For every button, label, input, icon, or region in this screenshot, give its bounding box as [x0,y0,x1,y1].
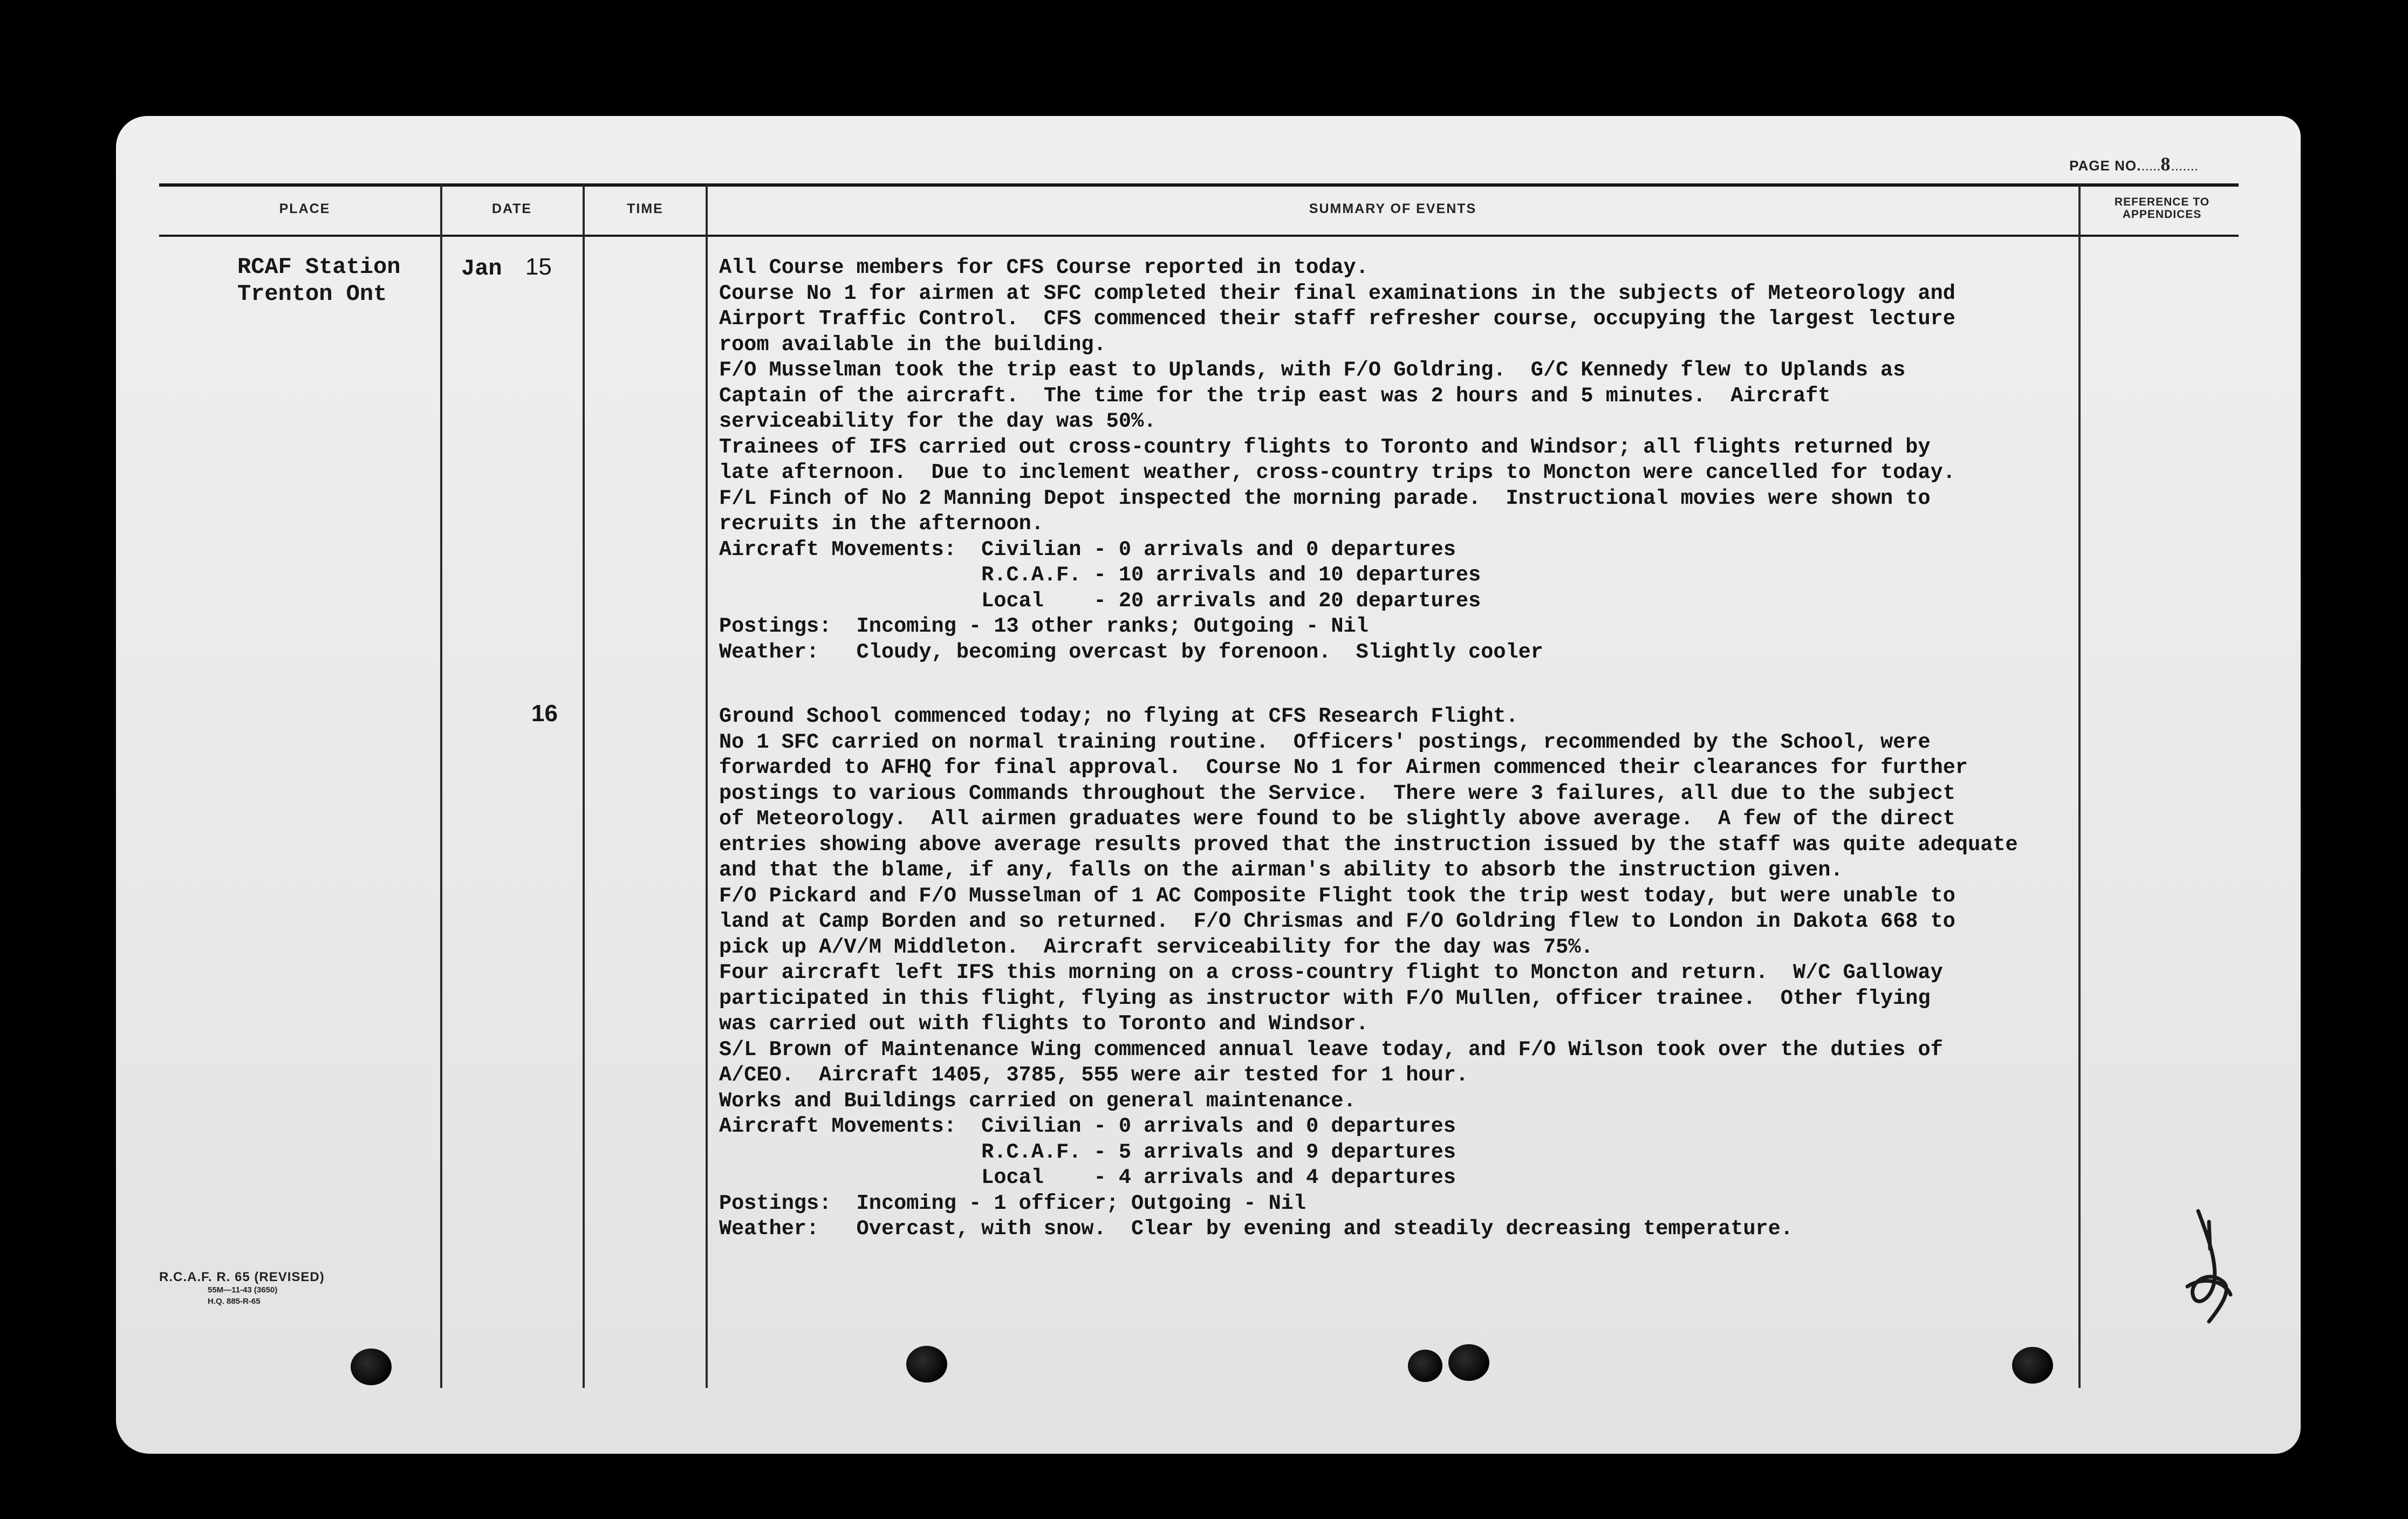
summary-line: recruits in the afternoon. [719,512,1044,536]
column-rule-date [583,185,585,1388]
summary-line: pick up A/V/M Middleton. Aircraft serviceability for the day was 75%. [719,935,1593,959]
column-rule-place [440,185,442,1388]
form-reference [159,1270,325,1307]
page-number: PAGE NO......8....... [2069,153,2198,175]
column-header-place: PLACE [279,201,331,216]
summary-line: entries showing above average results proved that the instruction issued by the staff was quite adequate [719,832,2018,857]
date-month: Jan [461,256,502,282]
summary-line: Local - 20 arrivals and 20 departures [719,589,1481,613]
summary-line: forwarded to AFHQ for final approval. Course No 1 for Airmen commenced their clearances for further [719,756,1968,779]
header-top-rule [159,183,2239,187]
place-entry [237,254,400,307]
summary-line: Ground School commenced today; no flying at CFS Research Flight. [719,704,1518,728]
summary-line: No 1 SFC carried on normal training routine. Officers' postings, recommended by the School, were [719,730,1931,754]
summary-line: R.C.A.F. - 10 arrivals and 10 departures [719,563,1481,587]
summary-line: A/CEO. Aircraft 1405, 3785, 555 were air tested for 1 hour. [719,1063,1469,1087]
date-entry-16 [531,700,558,729]
summary-line: land at Camp Borden and so returned. F/O Chrismas and F/O Goldring flew to London in Dakota 668 to [719,909,1955,933]
diary-form-card [116,116,2301,1454]
form-number: R.C.A.F. R. 65 (REVISED) [159,1270,325,1284]
summary-line: Trainees of IFS carried out cross-country flights to Toronto and Windsor; all flights returned by [719,435,1931,459]
date-day-15: 15 [525,254,552,280]
binder-hole-5 [2012,1347,2053,1384]
summary-line: room available in the building. [719,332,1106,357]
date-entry-jan-15 [461,254,552,282]
summary-line: Postings: Incoming - 1 officer; Outgoing - Nil [719,1191,1306,1215]
handwritten-initial-mark [2177,1200,2241,1340]
summary-line: late afternoon. Due to inclement weather, cross-country trips to Moncton were cancelled for today. [719,461,1955,484]
summary-line: Weather: Overcast, with snow. Clear by evening and steadily decreasing temperature. [719,1217,1793,1241]
column-rule-time [706,185,708,1388]
column-header-time: TIME [627,201,663,216]
page-number-value: 8 [2160,153,2171,175]
column-rule-summary [2078,185,2081,1388]
place-line-2: Trenton Ont [237,281,387,307]
binder-hole-1 [351,1349,392,1385]
summary-line: F/O Pickard and F/O Musselman of 1 AC Composite Flight took the trip west today, but were unable to [719,884,1955,908]
summary-entry-jan-15 [719,255,1955,665]
header-bottom-rule [159,235,2239,237]
summary-line: Airport Traffic Control. CFS commenced their staff refresher course, occupying the largest lecture [719,307,1955,331]
summary-line: Four aircraft left IFS this morning on a cross-country flight to Moncton and return. W/C Galloway [719,961,1943,984]
form-print-code: 55M—11-43 (3650) [208,1285,278,1295]
binder-hole-4 [1448,1344,1489,1381]
column-header-summary: SUMMARY OF EVENTS [1309,201,1477,216]
summary-line: Course No 1 for airmen at SFC completed their final examinations in the subjects of Meteorology and [719,281,1955,305]
column-header-reference: REFERENCE TO APPENDICES [2114,196,2210,221]
form-hq-code: H.Q. 885-R-65 [208,1297,261,1306]
summary-line: Postings: Incoming - 13 other ranks; Outgoing - Nil [719,614,1369,638]
column-header-date: DATE [491,201,532,216]
summary-line: F/L Finch of No 2 Manning Depot inspected the morning parade. Instructional movies were shown to [719,486,1931,510]
summary-line: and that the blame, if any, falls on the airman's ability to absorb the instruction given. [719,858,1843,882]
summary-line: Aircraft Movements: Civilian - 0 arrivals and 0 departures [719,1114,1456,1138]
summary-line: Weather: Cloudy, becoming overcast by forenoon. Slightly cooler [719,640,1543,664]
summary-line: F/O Musselman took the trip east to Uplands, with F/O Goldring. G/C Kennedy flew to Uplands as [719,358,1906,382]
summary-line: All Course members for CFS Course reported in today. [719,256,1369,279]
place-line-1: RCAF Station [237,254,401,280]
summary-line: serviceability for the day was 50%. [719,409,1157,433]
summary-line: postings to various Commands throughout the Service. There were 3 failures, all due to the subject [719,781,1955,805]
date-day-16: 16 [531,700,558,727]
summary-line: Local - 4 arrivals and 4 departures [719,1166,1456,1189]
binder-hole-3 [1408,1350,1442,1382]
summary-line: Works and Buildings carried on general maintenance. [719,1089,1356,1113]
summary-line: participated in this flight, flying as instructor with F/O Mullen, officer trainee. Other flying [719,986,1931,1010]
summary-line: R.C.A.F. - 5 arrivals and 9 departures [719,1140,1456,1164]
summary-line: Aircraft Movements: Civilian - 0 arrivals and 0 departures [719,537,1456,562]
binder-hole-2 [906,1346,947,1383]
summary-entry-jan-16 [719,704,2018,1242]
summary-line: S/L Brown of Maintenance Wing commenced annual leave today, and F/O Wilson took over the duties of [719,1037,1943,1062]
summary-line: of Meteorology. All airmen graduates were found to be slightly above average. A few of the direct [719,807,1955,831]
summary-line: Captain of the aircraft. The time for the trip east was 2 hours and 5 minutes. Aircraft [719,384,1831,408]
summary-line: was carried out with flights to Toronto and Windsor. [719,1012,1369,1036]
page-number-label: PAGE NO. [2069,158,2142,174]
